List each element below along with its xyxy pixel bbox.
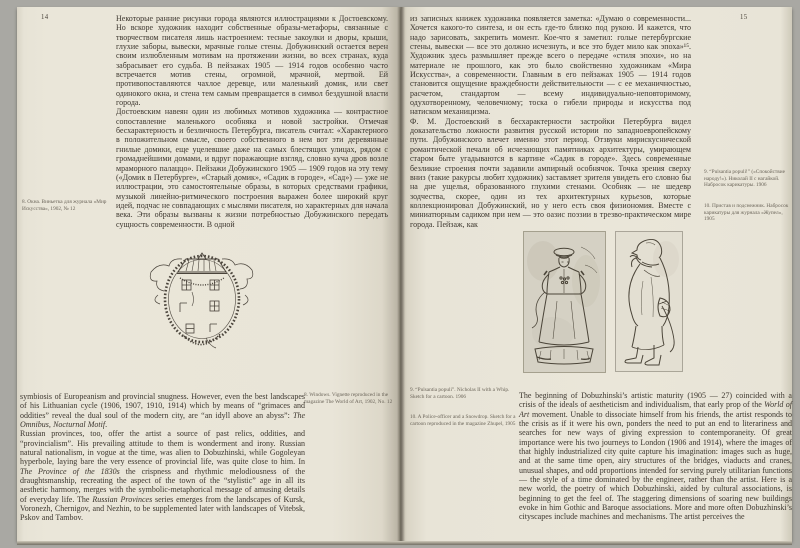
windows-vignette-drawing (143, 241, 261, 355)
figure8-caption-english: 8. Windows. Vignette reproduced in the magazine The World of Art, 1902, No. 12 (304, 392, 393, 405)
book-gutter-shadow (397, 7, 405, 541)
russian-paragraph: из записных книжек художника появляется заметка: «Думаю о современности... Хочется какого-то синтеза, и он есть где-то близко под рукою. И кажется, что надо зарисовать, закрепить момент. Кое-что я заметил: голые петербургские стены, вывески — все это должно исчезнуть, и все это будет мило как эпоха»¹⁵. Художник здесь размышляет прежде всего о передаче «стиля эпохи», но на материале не прошлого, как это было свойственно художникам «Мира Искусства», а современности. Главным в его пейзажах 1905 — 1914 годов становится ощущение враждебности действительности — с ее механичностью, расчетом, стандартом — всему индивидуально-неповторимому, одухотворенному, человечному; тоска о гибели природы и искусства под натиском механицизма. (410, 14, 691, 117)
right-page (401, 7, 792, 541)
english-text-left (20, 392, 305, 523)
russian-paragraph: Некоторые ранние рисунки города являются иллюстрациями к Достоевскому. Но вскоре художник находит собственные образы-метафоры, связанные с творчеством писателя лишь настроением: тесные закоулки и дворы, крыши, глухие заборы, вывески, мрачные голые стены. Добужинский остается верен своим излюбленным мотивам на протяжении жизни, во всех странах, куда забрасывает его судьба. В пейзажах 1905 — 1914 годов особенно часто встречается мотив стены, огромной, мрачной, мертвой. Ей противопоставляются чахлое деревце, или маленький домик, или свет одинокого окна, и стена тем самым превращается в символ бездушной власти города. (116, 14, 388, 108)
police-officer-caricature-drawing (615, 231, 683, 372)
page-number-left: 14 (41, 14, 49, 21)
english-text-right (519, 391, 792, 522)
figure9-caption-english: 9. “Pulsantia populi”. Nicholas II with a Whip. Sketch for a cartoon. 1906 (410, 387, 510, 400)
english-paragraph: Russian provinces, too, offer the artist a source of past relics, oddities, and “provincialism”. His prevailing attitude to them is wonderment and irony. Russian natural nationalism, in vogue at the time, was alien to Dobuzhinski, while Gogoleyan hyperbole, laying bare the very essence of provincial life, was quite close to him. In The Province of the 1830s the crispness and rhythmic melodiousness of the draughtsmanship, recreating the aspect of the town of the “stylistic” age in all its aesthetic harmony, merges with the symbolic-metaphorical message of amusing details of everyday life. The Russian Provinces series emerges from the landscapes of Kursk, Voronezh, Chernigov, and Nezhin, to be supplemented later with landscapes of Vitebsk, Pskov and Tambov. (20, 429, 306, 523)
russian-paragraph: Достоевским навеян один из любимых мотивов художника — контрастное сопоставление маленького особняка и новой застройки. Отмечая бесхарактерность и безличность Петербурга, писатель считал: «Характерного в положительном смысле, своего собственного в нем вот эти деревянные гнилые домики, еще уцелевшие даже на самых блестящих улицах, рядом с громаднейшими домами, и вдруг поражающие взгляд, словно куча дров возле мраморного палаццо». Пейзажи Добужинского 1905 — 1909 годов на эту тему («Домик в Петербурге», «Старый домик», «Садик в городе», «Сад») — уже не иллюстрации, это самостоятельные образы, в которых средствами графики, музыкой линейно-ритмического построения выражен более широкий круг идей, подчас не совпадающих с мыслями писателя, но характерных для начала века. Эти образы вызваны к жизни потребностью Добужинского передать сущность современности. В одной (116, 107, 388, 229)
nicholas-ii-caricature-drawing (523, 231, 606, 373)
page-number-right: 15 (740, 14, 748, 21)
police-officer-caricature-image (615, 231, 683, 372)
page-bottom-edge (17, 541, 792, 545)
figure10-caption-english: 10. A Police-officer and a Snowdrop. Sketch for a cartoon reproduced in the magazine Zhupel, 1905 (410, 414, 516, 427)
figure9-caption-russian: 9. “Pulsantia populi!” («Спокойствие народу!»). Николай II с нагайкой. Набросок карикатуры. 1906 (704, 169, 785, 189)
windows-vignette-illustration (143, 241, 261, 355)
english-paragraph: The beginning of Dobuzhinski’s artistic maturity (1905 — 27) coincided with a crisis of the ideals of aestheticism and individualism, that early prop of the World of Art movement. Unable to dissociate himself from his friends, the artist responds to the crisis as if it were his own, ponders the need to put an end to literariness and searches for new ways of giving expression to contemporaneity. Of great importance were his two journeys to London (1906 and 1914), where the images of that highly industrialized city quite capture his imagination: images such as huge, and at the same time open, airy structures of the bridges, viaducts and cranes, unusual shapes, and odd proportions intended for serving purely utilitarian functions — the style of a time dominated by the engineer, rather than the artist. Here is a new world, the poetry of which Dobuzhinski, aided by cultural associations, is beginning to get the feel of. The staggering dimensions of soaring new buildings evoke in him Gothic and Baroque associations. More and more often Dobuzhinski’s cityscapes include machines and mechanisms. The artist perceives the (519, 391, 792, 522)
english-paragraph: symbiosis of Europeanism and provincial snugness. However, even the best landscapes of his Lithuanian cycle (1906, 1907, 1910, 1914) which by means of “grimaces and oddities” reveal the dual soul of the modern city, are “an idyll above an abyss”: The Omnibus, Nocturnal Motif. (20, 392, 305, 430)
russian-text-right (410, 14, 691, 229)
russian-paragraph: Ф. М. Достоевский в бесхарактерности застройки Петербурга видел доказательство ложности развития русской истории по западноевропейскому пути. Добужинского влечет именно этот период. Отзвуки мирискуснической романтической печали об исчезающих памятниках архитектуры, умирающем старом быте угадываются в картине «Садик в городе». Здесь современные безликие строения почти задавили ампирный особнячок. Точка зрения сверху вниз (такие ракурсы любит художник) заставляет зрителя увидеть его словно бы на дне ущелья, образованного глухими стенами. Особняк — не шедевр зодчества, скорее, один из тех архитектурных курьезов, которые коллекционировал Добужинский, но у него есть своя физиономия. Вместе с миниатюрным садиком при нем — это оазис поэзии в трезво-практическом мире города. Пейзаж, как (410, 116, 691, 229)
figure10-caption-russian: 10. Пристав и подснежник. Набросок карикатуры для журнала «Жупел», 1905 (704, 203, 789, 223)
russian-text-left (116, 14, 388, 229)
left-page (17, 7, 401, 541)
figure8-caption-russian: 8. Окна. Виньетка для журнала «Мир Искусства», 1902, № 12 (22, 199, 107, 212)
nicholas-ii-caricature-image (523, 231, 606, 373)
